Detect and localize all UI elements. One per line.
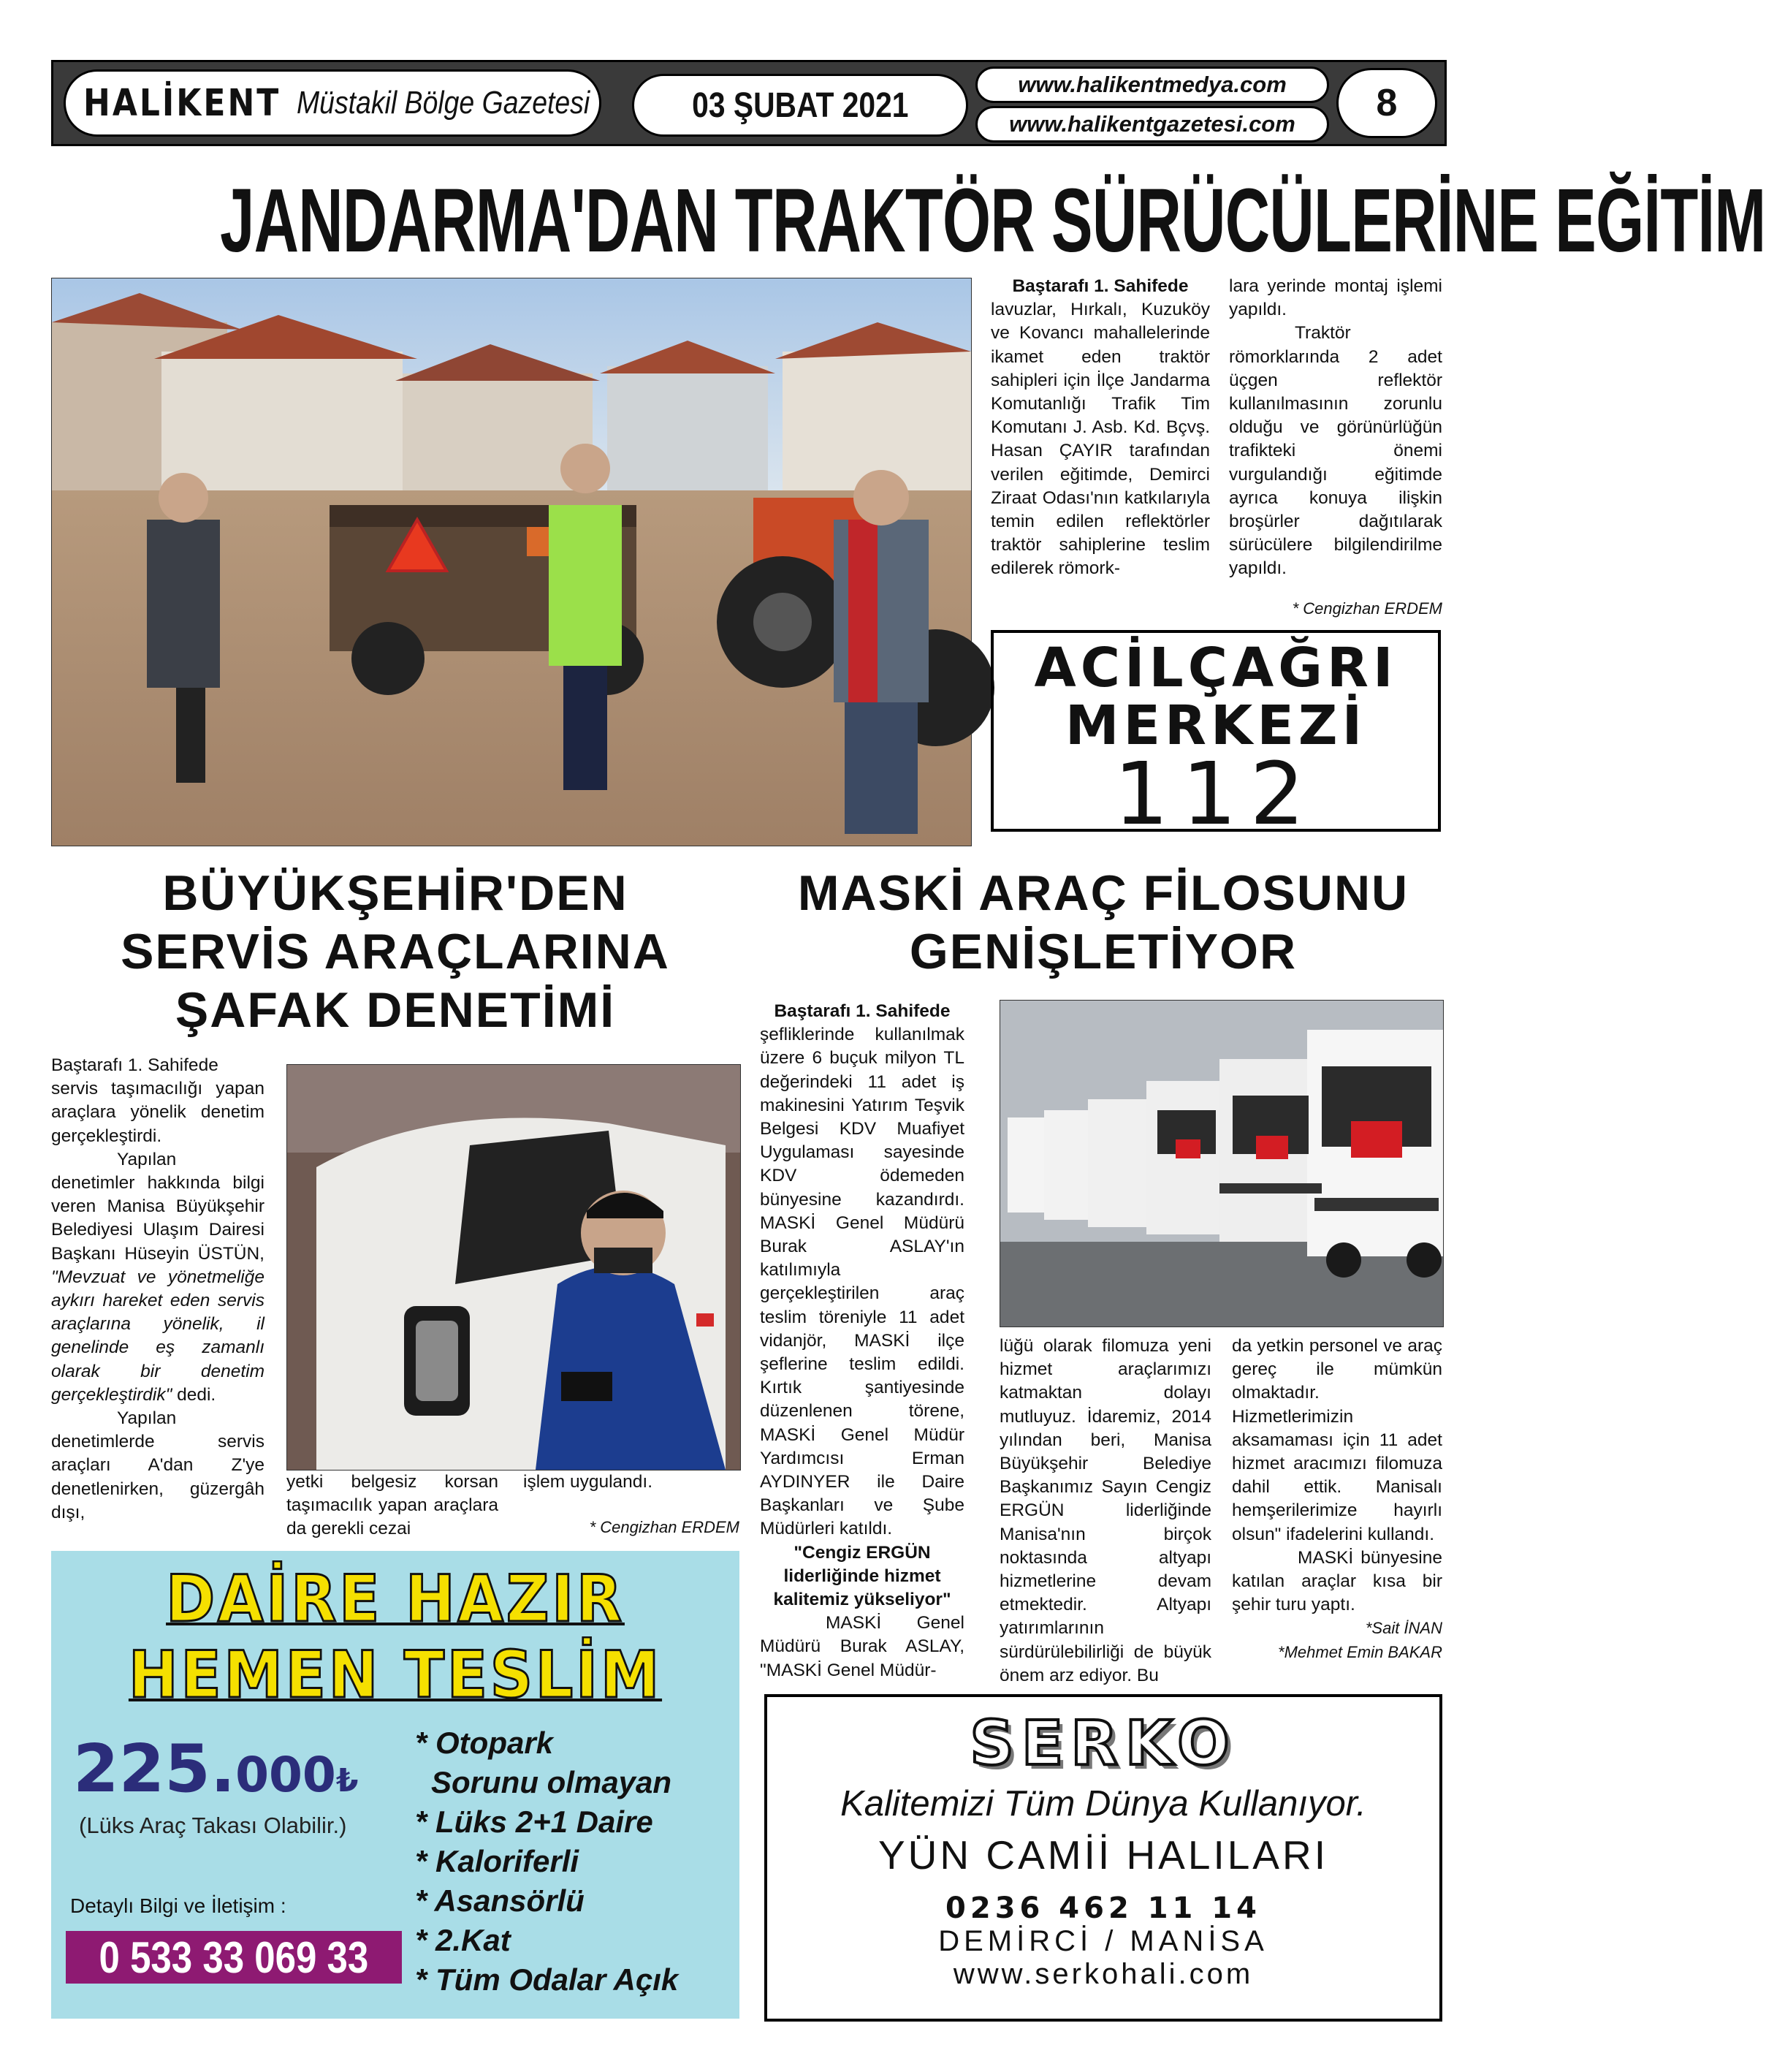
feature-item: * Lüks 2+1 Daire [415, 1805, 653, 1839]
right-article-lead: Baştarafı 1. Sahifede [774, 1001, 951, 1021]
photo-service-inspection [286, 1064, 741, 1470]
left-article-text-1b: Yapılan denetimler hakkında bilgi veren Manisa Büyükşehir Belediyesi Ulaşım Dairesi Başkanı Hüseyin ÜSTÜN, "Mevzuat ve yönetmeliğe aykırı hareket eden servis araçlarına yönelik, il genelinde eş zamanlı olarak bir denetim gerçekleştirdik" dedi. [51, 1149, 264, 1405]
left-article-text-2: yetki belgesiz korsan taşımacılık yapan araçlara da gerekli cezai [286, 1472, 498, 1539]
emergency-call-box [991, 630, 1441, 844]
feature-item: * Kaloriferli [415, 1844, 579, 1878]
right-article-byline-1: *Sait İNAN [1365, 1619, 1442, 1638]
main-article-lead: Baştarafı 1. Sahifede [1012, 276, 1189, 296]
left-article-lead: Baştarafı 1. Sahifede [51, 1055, 218, 1075]
tractor-scene-image [52, 278, 971, 846]
service-van-image [287, 1065, 740, 1470]
right-article-byline-2: *Mehmet Emin BAKAR [1278, 1642, 1442, 1661]
main-article-text-2b: Traktör römorklarında 2 adet üçgen reflektör kullanılmasının zorunlu olduğu ve görünürlüğün trafikteki önemi vurgulandığı eğitimde ayrıca konuya ilişkin broşürler dağıtılarak sürücülere bilgilendirilme yapıldı. [1229, 323, 1442, 579]
left-article-col2 [286, 1470, 498, 1541]
website-link-1[interactable]: www.halikentmedya.com [975, 67, 1329, 103]
photo-maski-trucks [1000, 1000, 1444, 1327]
issue-date: 03 ŞUBAT 2021 [632, 74, 968, 137]
right-article-text-3a: da yetkin personel ve araç gereç ile mümkün olmaktadır. Hizmetlerimizin aksamaması için 11 adet hizmet aracımızı filomuza dahil ettik. Manisalı hemşerilerimize hayırlı olsun" ifadelerini kullandı. [1232, 1336, 1442, 1544]
ad-apartment-detail: Detaylı Bilgi ve İletişim : [70, 1894, 286, 1917]
right-article-col1 [760, 1000, 964, 1682]
serko-phone[interactable]: 0236 462 11 14 [945, 1891, 1261, 1925]
right-headline-line1: MASKİ ARAÇ FİLOSUNU [797, 865, 1409, 921]
photo-tractor-training [51, 278, 972, 846]
main-article-text-2a: lara yerinde montaj işlemi yapıldı. [1229, 276, 1442, 320]
tagline: Müstakil Bölge Gazetesi [297, 85, 590, 121]
left-article-text-1a: servis taşımacılığı yapan araçlara yönelik denetim gerçekleştirdi. [51, 1079, 264, 1146]
masthead [51, 60, 1447, 146]
ad-apartment-price: 225.000₺ [73, 1731, 359, 1807]
feature-item: Sorunu olmayan [431, 1765, 672, 1799]
right-article-col3 [1232, 1335, 1442, 1664]
left-article-text-3: işlem uygulandı. [523, 1472, 653, 1492]
left-headline-line3: ŞAFAK DENETİMİ [175, 982, 616, 1038]
serko-website[interactable]: www.serkohali.com [953, 1958, 1254, 1990]
serko-product-line: YÜN CAMİİ HALILARI [878, 1832, 1328, 1878]
main-headline: JANDARMA'DAN TRAKTÖR SÜRÜCÜLERİNE EĞİTİM [220, 170, 1766, 272]
ad-serko [764, 1694, 1442, 2022]
website-link-2[interactable]: www.halikentgazetesi.com [975, 106, 1329, 143]
emergency-line1: ACİLÇAĞRI [1034, 637, 1398, 699]
feature-item: * Asansörlü [415, 1883, 585, 1918]
right-article-text-3b: MASKİ bünyesine katılan araçlar kısa bir şehir turu yaptı. [1232, 1547, 1442, 1615]
right-article-col2 [1000, 1335, 1211, 1688]
left-article-col3 [523, 1470, 739, 1539]
ad-apartment-title-1: DAİRE HAZIR [166, 1561, 625, 1636]
ad-apartment [51, 1551, 739, 2019]
serko-logo: SERKO [970, 1707, 1237, 1779]
left-article-col1 [51, 1054, 264, 1525]
serko-city: DEMİRCİ / MANİSA [938, 1925, 1268, 1957]
right-article-text-2: lüğü olarak filomuza yeni hizmet araçlarımızı katmaktan dolayı mutluyuz. İdaremiz, 2014 yılından beri, Manisa Büyükşehir Belediye Başkanımız Sayın Cengiz ERGÜN liderliğinde Manisa'nın birçok noktasında altyapı hizmetlerine devam etmektedir. Altyapı yatırımlarının sürdürülebilirliği de büyük önem arz ediyor. Bu [1000, 1336, 1211, 1685]
left-headline-line2: SERVİS ARAÇLARINA [121, 924, 670, 979]
ad-apartment-title-2: HEMEN TESLİM [128, 1637, 663, 1712]
masthead-name-pill [64, 69, 601, 137]
main-article-col2 [1229, 275, 1442, 621]
right-article-subhead: "Cengiz ERGÜN liderliğinde hizmet kalitemiz yükseliyor" [773, 1542, 951, 1610]
right-article-headline [760, 864, 1447, 981]
left-article-text-1c: Yapılan denetimlerde servis araçları A'dan Z'ye denetlenirken, güzergâh dışı, [51, 1408, 264, 1522]
serko-slogan: Kalitemizi Tüm Dünya Kullanıyor. [840, 1784, 1366, 1824]
ad-apartment-phone[interactable]: 0 533 33 069 33 [66, 1931, 402, 1984]
left-article-quote: "Mevzuat ve yönetmeliğe aykırı hareket eden servis araçlarına yönelik, il genelinde eş zamanlı olarak bir denetim gerçekleştirdik" [51, 1267, 264, 1405]
emergency-line2: MERKEZİ [1065, 694, 1367, 757]
ad-apartment-note: (Lüks Araç Takası Olabilir.) [79, 1813, 347, 1838]
feature-item: * Otopark [415, 1726, 554, 1760]
page-number: 8 [1336, 68, 1437, 138]
right-article-text-1: şefliklerinde kullanılmak üzere 6 buçuk milyon TL değerindeki 11 adet iş makinesini Yatırım Teşvik Belgesi KDV Muafiyet Uygulaması sayesinde KDV ödemeden bünyesine kazandırdı. MASKİ Genel Müdürü Burak ASLAY'ın katılımıyla gerçekleştirilen araç teslim töreniyle 11 adet vidanjör, MASKİ ilçe şeflerine teslim edildi. Kırtık şantiyesinde düzenlenen törene, MASKİ Genel Müdür Yardımcısı Erman AYDINYER ile Daire Başkanları ve Şube Müdürleri katıldı. [760, 1025, 964, 1539]
left-headline-line1: BÜYÜKŞEHİR'DEN [162, 865, 628, 921]
right-article-text-1b: MASKİ Genel Müdürü Burak ASLAY, "MASKİ Genel Müdür- [760, 1613, 964, 1680]
trucks-image [1000, 1001, 1443, 1327]
feature-item: * 2.Kat [415, 1923, 511, 1957]
left-article-headline [51, 864, 739, 1039]
emergency-number: 112 [1114, 743, 1318, 844]
feature-item: * Tüm Odalar Açık [415, 1962, 679, 1997]
main-article-byline: * Cengizhan ERDEM [1292, 599, 1442, 618]
ad-apartment-features [415, 1723, 678, 2000]
right-headline-line2: GENİŞLETİYOR [909, 924, 1298, 979]
main-article-col1 [991, 275, 1210, 581]
main-article-text-1: lavuzlar, Hırkalı, Kuzuköy ve Kovancı mahallelerinde ikamet eden traktör sahipleri için İlçe Jandarma Komutanlığı Trafik Tim Komutanı J. Asb. Kd. Bçvş. Hasan ÇAYIR tarafından verilen eğitimde, Demirci Ziraat Odası'nın katkılarıyla temin edilen reflektörler traktör sahiplerine teslim edilerek römork- [991, 300, 1210, 579]
brand-name: HALİKENT [83, 81, 281, 125]
left-article-byline: * Cengizhan ERDEM [589, 1518, 739, 1537]
